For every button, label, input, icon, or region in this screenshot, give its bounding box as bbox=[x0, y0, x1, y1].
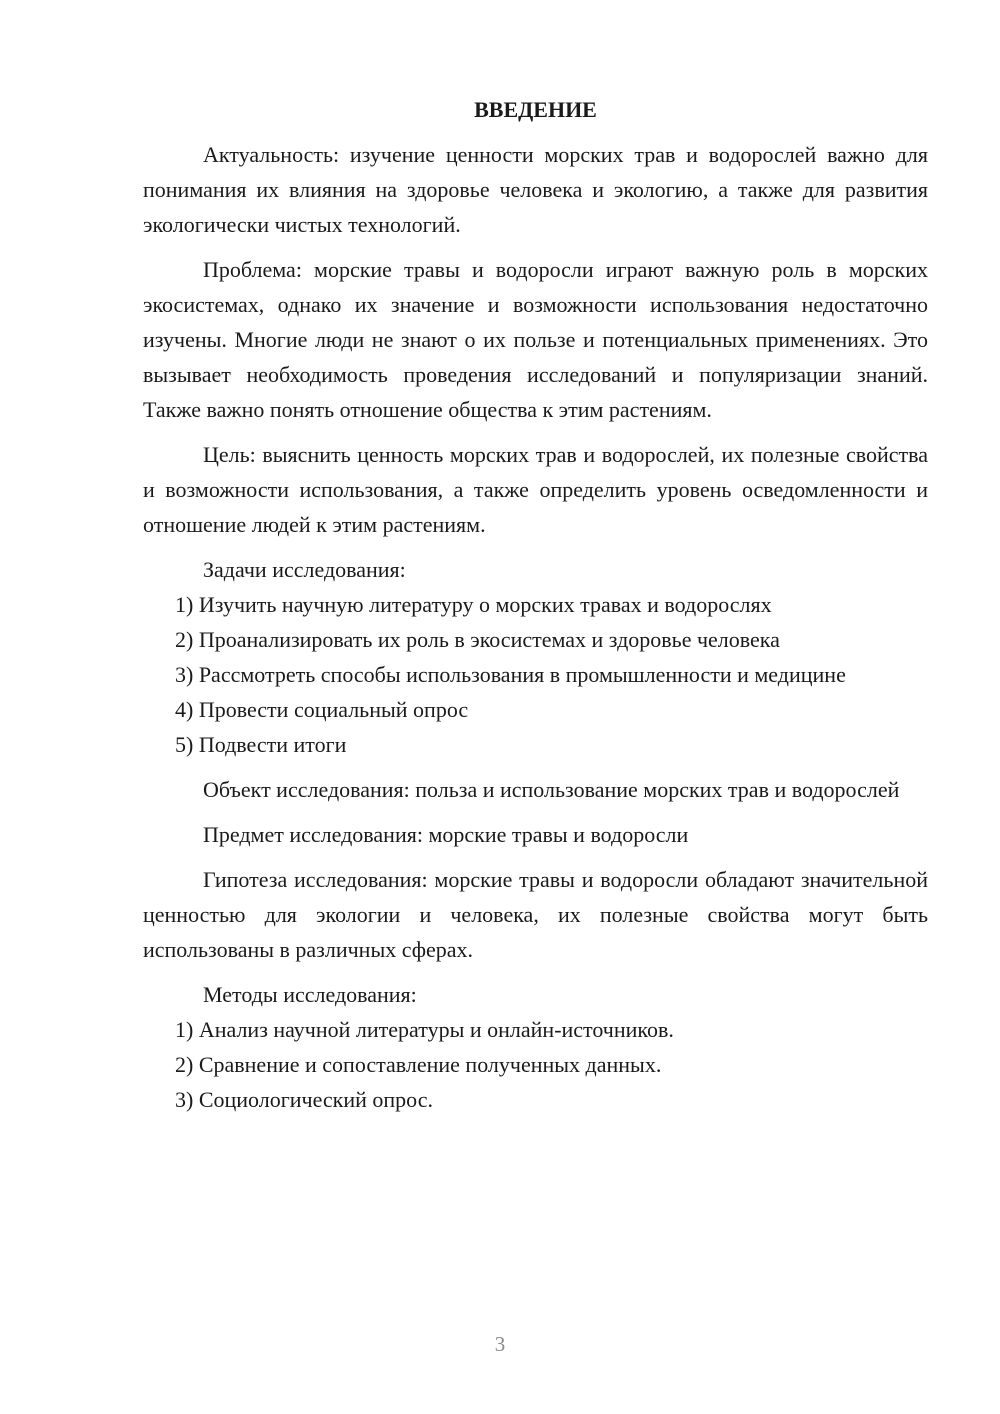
list-item: 2) Сравнение и сопоставление полученных данных. bbox=[175, 1052, 662, 1077]
paragraph-subject: Предмет исследования: морские травы и водоросли bbox=[203, 822, 689, 847]
document-body bbox=[143, 92, 928, 1117]
list-item: 1) Изучить научную литературу о морских травах и водорослях bbox=[175, 592, 772, 617]
paragraph-goal: Цель: выяснить ценность морских трав и водорослей, их полезные свойства и возможности использования, а также определить уровень осведомленности и отношение людей к этим растениям. bbox=[143, 442, 928, 537]
list-item: 3) Рассмотреть способы использования в промышленности и медицине bbox=[175, 662, 846, 687]
list-item: 1) Анализ научной литературы и онлайн-источников. bbox=[175, 1017, 674, 1042]
list-item: 5) Подвести итоги bbox=[175, 732, 347, 757]
methods-list bbox=[143, 1012, 928, 1117]
list-item: 3) Социологический опрос. bbox=[175, 1087, 433, 1112]
page-number: 3 bbox=[494, 1332, 506, 1356]
paragraph-relevance: Актуальность: изучение ценности морских трав и водорослей важно для понимания их влияния на здоровье человека и экологию, а также для развития экологически чистых технологий. bbox=[143, 142, 928, 237]
paragraph-object: Объект исследования: польза и использование морских трав и водорослей bbox=[203, 777, 900, 802]
tasks-list bbox=[143, 587, 928, 762]
list-item: 4) Провести социальный опрос bbox=[175, 697, 469, 722]
methods-heading: Методы исследования: bbox=[203, 982, 417, 1007]
list-item: 2) Проанализировать их роль в экосистемах и здоровье человека bbox=[175, 627, 780, 652]
paragraph-hypothesis: Гипотеза исследования: морские травы и водоросли обладают значительной ценностью для экологии и человека, их полезные свойства могут быть использованы в различных сферах. bbox=[143, 867, 928, 962]
tasks-heading: Задачи исследования: bbox=[203, 557, 406, 582]
page-title: ВВЕДЕНИЕ bbox=[474, 97, 597, 122]
paragraph-problem: Проблема: морские травы и водоросли играют важную роль в морских экосистемах, однако их значение и возможности использования недостаточно изучены. Многие люди не знают о их пользе и потенциальных применениях. Это вызывает необходимость проведения исследований и популяризации знаний. Также важно понять отношение общества к этим растениям. bbox=[143, 257, 928, 422]
